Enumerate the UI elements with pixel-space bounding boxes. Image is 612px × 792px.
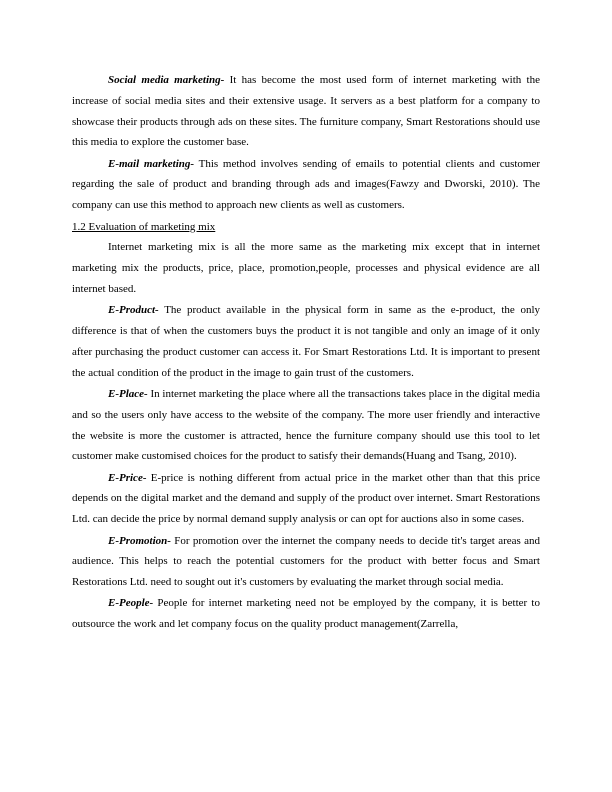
paragraph-text: This method involves sending of emails to potential clients and customer regarding the sale of product and branding through ads and images(Fawzy and Dworski, 2010). The company can use this method to approach new clients as well as customers.	[72, 157, 541, 212]
paragraph-text: People for internet marketing need not be employed by the company, it is better to outsource the work and let company focus on the quality product management(Zarrella,	[72, 597, 540, 631]
term-e-people: E-People-	[108, 597, 154, 610]
paragraph-text: The product available in the physical form in same as the e-product, the only difference is that of when the customers buys the product it is not tangible and only an image of it only after purchasing the product customer can access it. For Smart Restorations Ltd. It is important to present the actual condition of the product in the image to gain trust of the customers.	[72, 304, 540, 379]
term-social-media-marketing: Social media marketing-	[108, 74, 225, 86]
paragraph-text: E-price is nothing different from actual price in the market other than that this price depends on the digital market and the demand and supply of the product over internet. Smart Restorations Ltd. can decide the price by normal demand supply analysis or can opt for auctions also in some cases.	[72, 471, 540, 526]
section-heading: 1.2 Evaluation of marketing mix	[72, 220, 216, 233]
term-e-price: E-Price-	[108, 471, 147, 484]
document-page	[72, 70, 540, 636]
paragraph-e-promotion	[72, 531, 540, 593]
term-e-promotion: E-Promotion-	[108, 534, 171, 547]
paragraph-text: It has become the most used form of internet marketing with the increase of social media sites and their extensive usage. It servers as a best platform for a company to showcase their products through ads on these sites. The furniture company, Smart Restorations should use this media to explore the customer base.	[72, 74, 540, 149]
paragraph-text: For promotion over the internet the company needs to decide tit's target areas and audience. This helps to reach the potential customers for the product with better focus and Smart Restorations Ltd. need to sought out it's customers by evaluating the market through social media.	[72, 534, 540, 589]
term-e-place: E-Place-	[108, 387, 148, 400]
paragraph-e-place	[72, 384, 540, 467]
paragraph-e-product	[72, 300, 540, 383]
paragraph-e-people	[72, 593, 540, 635]
paragraph-email-marketing	[72, 154, 540, 216]
paragraph-social-media-marketing	[72, 70, 540, 153]
term-e-product: E-Product-	[108, 304, 159, 317]
paragraph-intro: Internet marketing mix is all the more same as the marketing mix except that in internet marketing mix the products, price, place, promotion,people, processes and physical evidence are all internet based.	[72, 241, 540, 295]
paragraph-text: In internet marketing the place where all the transactions takes place in the digital media and so the users only have access to the website of the company. The more user friendly and interactive the website is more the customer is attracted, hence the furniture company should use this tool to let customer make customised choices for the product to satisfy their demands(Huang and Tsang, 2010).	[72, 387, 540, 463]
paragraph-e-price	[72, 468, 540, 530]
term-email-marketing: E-mail marketing-	[108, 157, 195, 170]
